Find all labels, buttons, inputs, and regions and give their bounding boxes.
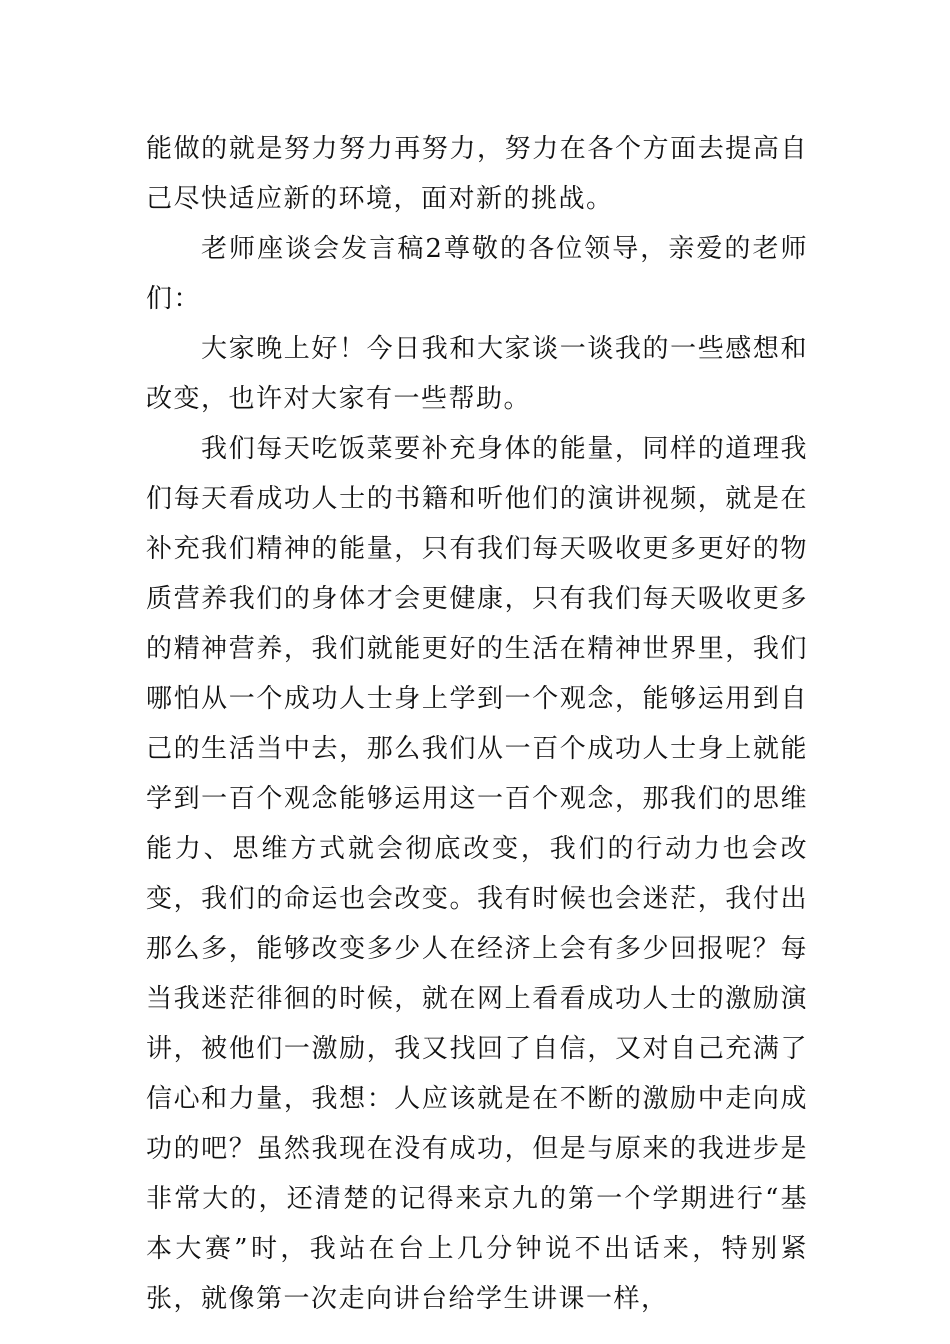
paragraph-opening: 大家晚上好！今日我和大家谈一谈我的一些感想和改变，也许对大家有一些帮助。 xyxy=(146,334,808,414)
paragraph-main: 我们每天吃饭菜要补充身体的能量，同样的道理我们每天看成功人士的书籍和听他们的演讲视频，就是在补充我们精神的能量，只有我们每天吸收更多更好的物质营养我们的身体才会更健康，只有我们每天吸收更多的精神营养，我们就能更好的生活在精神世界里，我们哪怕从一个成功人士身上学到一个观念，能够运用到自己的生活当中去，那么我们从一百个成功人士身上就能学到一百个观念能够运用这一百个观念，那我们的思维能力、思维方式就会彻底改变，我们的行动力也会改变，我们的命运也会改变。我有时候也会迷茫，我付出那么多，能够改变多少人在经济上会有多少回报呢？每当我迷茫徘徊的时候，就在网上看看成功人士的激励演讲，被他们一激励，我又找回了自信，又对自己充满了信心和力量，我想：人应该就是在不断的激励中走向成功的吧？虽然我现在没有成功，但是与原来的我进步是非常大的，还清楚的记得来京九的第一个学期进行“基本大赛”时，我站在台上几分钟说不出话来，特别紧张，就像第一次走向讲台给学生讲课一样， xyxy=(146,434,808,1314)
paragraph-heading-greeting: 老师座谈会发言稿2尊敬的各位领导，亲爱的老师们： xyxy=(146,234,808,314)
document-body xyxy=(146,124,808,1324)
paragraph-continuation: 能做的就是努力努力再努力，努力在各个方面去提高自己尽快适应新的环境，面对新的挑战。 xyxy=(146,134,808,214)
